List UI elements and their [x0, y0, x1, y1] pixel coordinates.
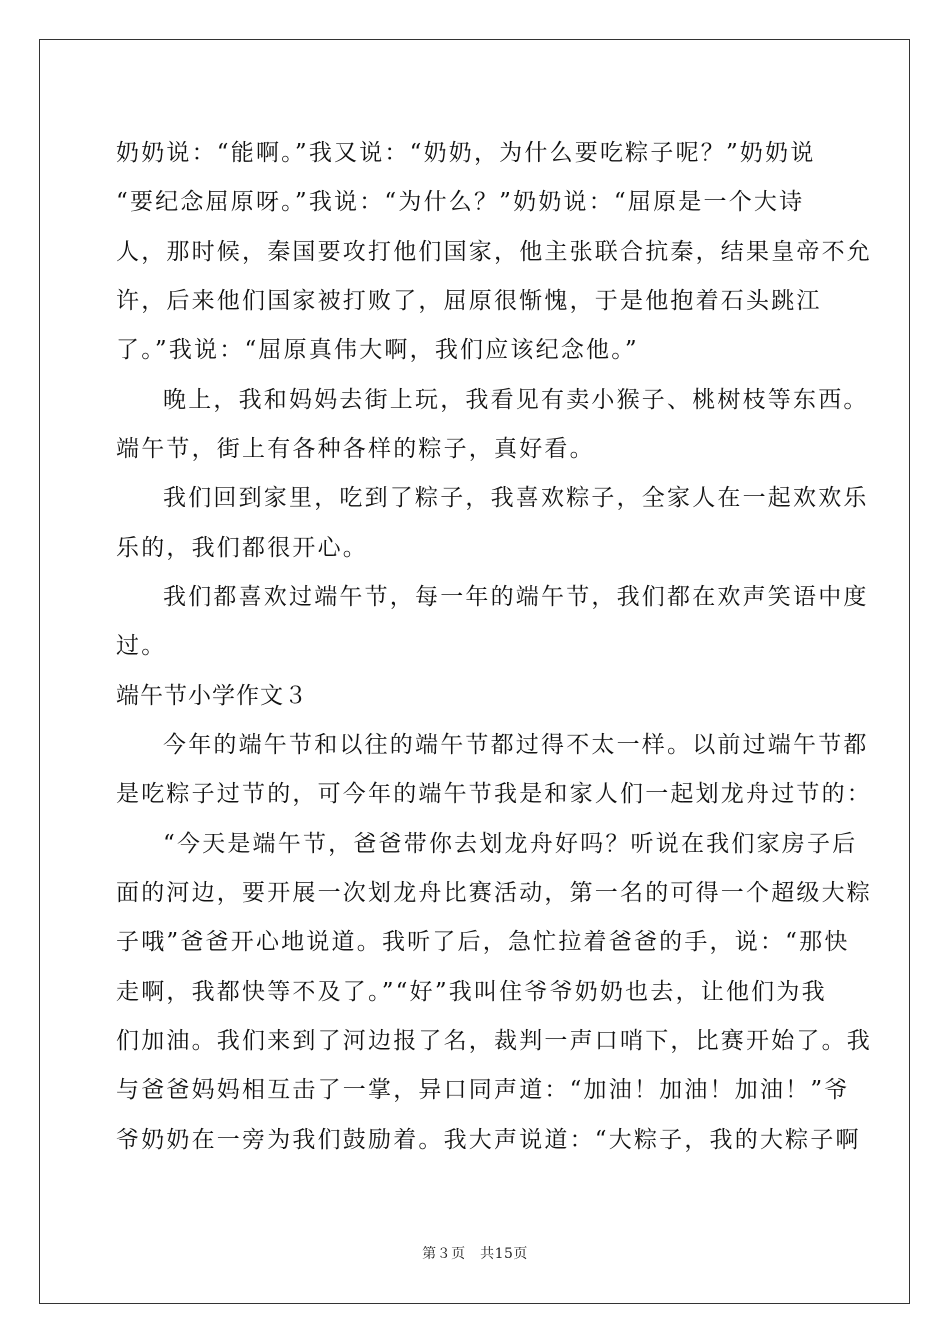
text-line: “要纪念屈原呀。”我说：“为什么？”奶奶说：“屈原是一个大诗 [116, 189, 805, 215]
text-line: 走啊，我都快等不及了。”“好”我叫住爷爷奶奶也去，让他们为我 [116, 979, 827, 1005]
text-line: 人，那时候，秦国要攻打他们国家，他主张联合抗秦，结果皇帝不允 [116, 239, 872, 265]
text-line: 过。 [116, 633, 167, 659]
paragraph-first-line: 我们回到家里，吃到了粽子，我喜欢粽子，全家人在一起欢欢乐 [163, 485, 869, 511]
paragraph-first-line: 我们都喜欢过端午节，每一年的端午节，我们都在欢声笑语中度 [163, 584, 869, 610]
page-number-footer: 第３页 共15页 [422, 1246, 528, 1262]
text-line: 乐的，我们都很开心。 [116, 535, 368, 561]
text-line: 是吃粽子过节的，可今年的端午节我是和家人们一起划龙舟过节的： [116, 781, 872, 807]
paragraph-first-line: “今天是端午节，爸爸带你去划龙舟好吗？听说在我们家房子后 [163, 831, 858, 857]
text-line: 们加油。我们来到了河边报了名，裁判一声口哨下，比赛开始了。我 [116, 1028, 872, 1054]
text-line: 与爸爸妈妈相互击了一掌，异口同声道：“加油！加油！加油！”爷 [116, 1077, 850, 1103]
text-line: 子哦”爸爸开心地说道。我听了后，急忙拉着爸爸的手，说：“那快 [116, 929, 850, 955]
text-line: 许，后来他们国家被打败了，屈原很惭愧，于是他抱着石头跳江 [116, 288, 822, 314]
text-line: 端午节，街上有各种各样的粽子，真好看。 [116, 436, 595, 462]
text-line: 面的河边，要开展一次划龙舟比赛活动，第一名的可得一个超级大粽 [116, 880, 872, 906]
text-line: 了。”我说：“屈原真伟大啊，我们应该纪念他。” [116, 337, 639, 363]
paragraph-first-line: 晚上，我和妈妈去街上玩，我看见有卖小猴子、桃树枝等东西。 [163, 387, 869, 413]
text-line: 爷奶奶在一旁为我们鼓励着。我大声说道：“大粽子，我的大粽子啊 [116, 1127, 861, 1153]
paragraph-first-line: 今年的端午节和以往的端午节都过得不太一样。以前过端午节都 [163, 732, 869, 758]
page-border [39, 39, 910, 1304]
section-heading: 端午节小学作文３ [116, 683, 308, 709]
text-line: 奶奶说：“能啊。”我又说：“奶奶，为什么要吃粽子呢？”奶奶说 [116, 140, 816, 166]
